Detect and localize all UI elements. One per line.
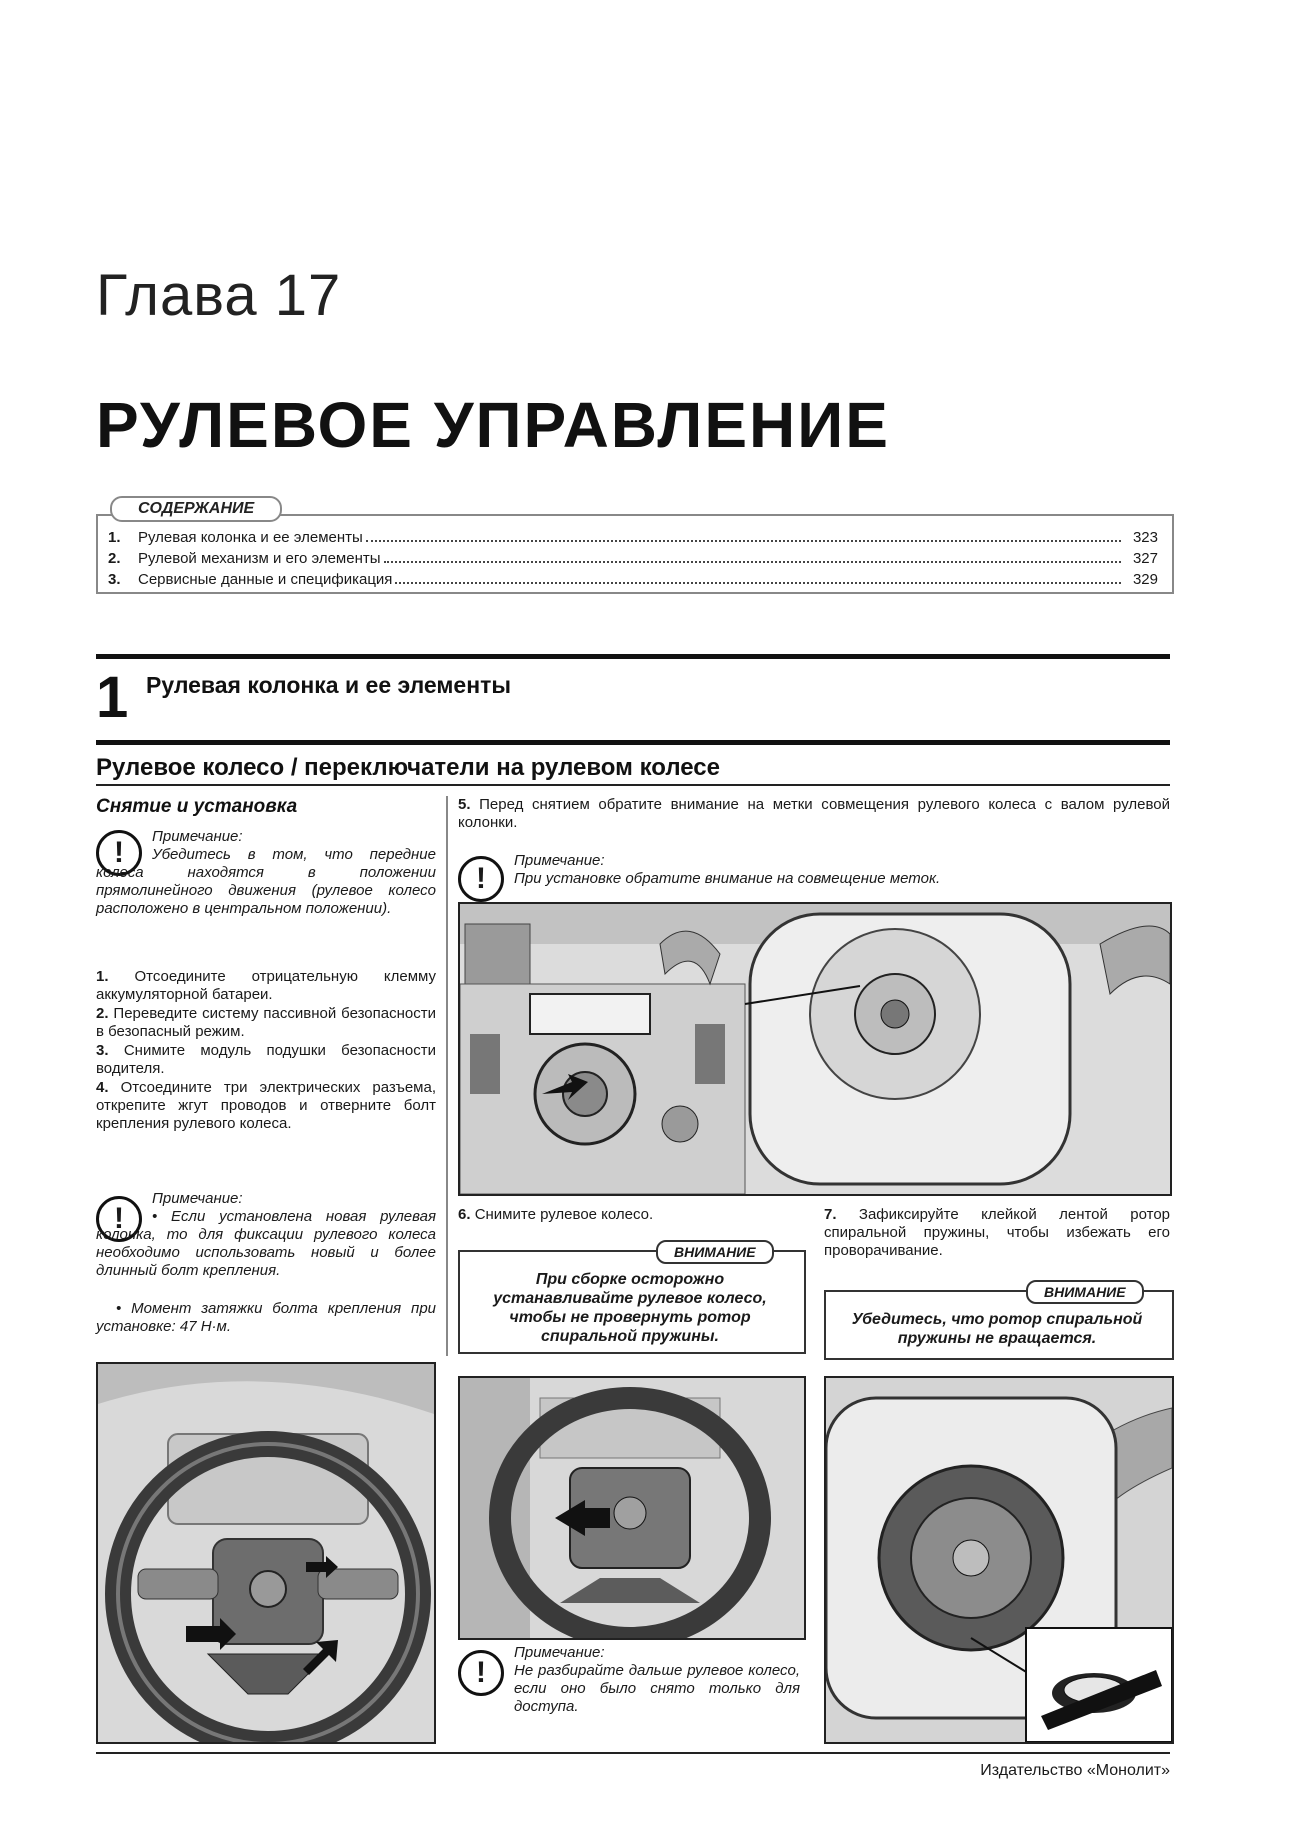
toc-item-number: 3. [108,571,121,588]
note-text: • Если установлена новая рулевая колонка, то для фиксации рулевого колеса необходимо использовать новый и более длинный болт крепления. [96,1208,436,1279]
step-text: Отсоедините три электрических разъема, открепите жгут проводов и отверните болт крепления рулевого колеса. [96,1079,436,1132]
toc-item-page: 329 [1132,571,1158,588]
warning-icon: ! [458,1650,504,1696]
chapter-title: РУЛЕВОЕ УПРАВЛЕНИЕ [96,389,890,461]
steering-wheel-image [96,1362,436,1744]
caution-label: ВНИМАНИЕ [656,1240,774,1264]
note-label: Примечание: [514,852,605,869]
step-number: 1. [96,968,109,985]
caution-label: ВНИМАНИЕ [1026,1280,1144,1304]
step-number: 2. [96,1005,109,1022]
toc-leader [366,540,1121,542]
step [96,968,436,1004]
section-rule [96,654,1170,659]
warning-icon: ! [96,830,142,876]
procedure-title: Снятие и установка [96,796,298,817]
step-text: Перед снятием обратите внимание на метки совмещения рулевого колеса с валом рулевой колонки. [458,796,1170,831]
column-divider [446,796,448,1356]
toc-item-number: 1. [108,529,121,546]
warning-icon: ! [458,856,504,902]
toc-leader [384,561,1121,563]
step [96,1042,436,1078]
chapter-label: Глава 17 [96,263,342,328]
step-text: Отсоедините отрицательную клемму аккумуляторной батареи. [96,968,437,1003]
toc-item[interactable] [108,568,1158,588]
column-alignment-image [458,902,1172,1196]
step-text: Снимите модуль подушки безопасности водителя. [96,1042,436,1077]
publisher: Издательство «Монолит» [980,1762,1170,1779]
warning-icon: ! [96,1196,142,1242]
step-number: 5. [458,796,471,813]
clockspring-tape-image [824,1376,1174,1744]
toc-heading: СОДЕРЖАНИЕ [110,496,282,522]
note-text: Не разбирайте дальше рулевое колесо, если оно было снято только для доступа. [514,1662,800,1715]
toc-item[interactable] [108,547,1158,567]
step-text: Зафиксируйте клейкой лентой ротор спиральной пружины, чтобы избежать его проворачивание. [824,1206,1171,1259]
caution-text: Убедитесь, что ротор спиральной пружины не вращается. [851,1311,1143,1347]
subsection-underline [96,784,1170,786]
toc-item-title: Рулевая колонка и ее элементы [138,529,363,546]
step-number: 6. [458,1206,471,1223]
wheel-removal-image [458,1376,806,1640]
toc-item-number: 2. [108,550,121,567]
note-label: Примечание: [514,1644,605,1661]
note-text: Убедитесь в том, что передние колеса находятся в положении прямолинейного движения (рулевое колесо расположено в центральном положении). [96,846,436,917]
step-number: 7. [824,1206,837,1223]
step-text: Снимите рулевое колесо. [474,1206,654,1223]
toc-item-page: 327 [1132,550,1158,567]
step [458,1206,798,1224]
step-number: 4. [96,1079,109,1096]
section-number: 1 [96,665,129,730]
step [824,1206,1170,1260]
toc-item-title: Рулевой механизм и его элементы [138,550,381,567]
toc-leader [395,582,1121,584]
step [458,796,1170,832]
footer-rule [96,1752,1170,1754]
note-label: Примечание: [152,1190,243,1207]
note-text: • Момент затяжки болта крепления при установке: 47 Н·м. [96,1300,436,1335]
step [96,1079,436,1133]
toc-item-page: 323 [1132,529,1158,546]
step [96,1005,436,1041]
subsection-rule [96,740,1170,745]
toc-item[interactable] [108,526,1158,546]
toc-item-title: Сервисные данные и спецификация [138,571,393,588]
caution-text: При сборке осторожно устанавливайте рулевое колесо, чтобы не провернуть ротор спиральной пружины. [493,1271,767,1345]
subsection-title: Рулевое колесо / переключатели на рулевом колесе [96,754,720,781]
note-label: Примечание: [152,828,243,845]
step-number: 3. [96,1042,109,1059]
step-text: Переведите систему пассивной безопасности в безопасный режим. [96,1005,436,1040]
section-title: Рулевая колонка и ее элементы [146,672,512,698]
note-text: При установке обратите внимание на совмещение меток. [514,870,941,887]
